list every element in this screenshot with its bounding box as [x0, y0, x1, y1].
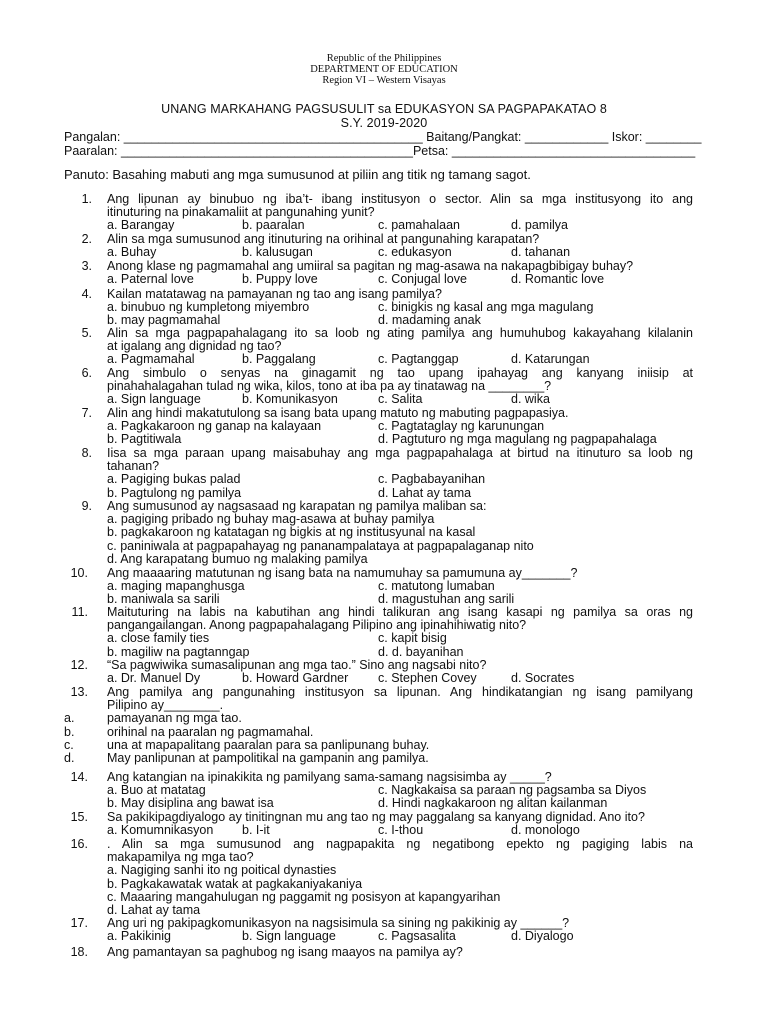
choice-option: a. close family ties: [107, 631, 210, 646]
question-number: 16.: [70, 837, 88, 851]
choice-option: a. pagiging pribado ng buhay mag-asawa at buhay pamilya: [107, 512, 435, 527]
choice-option: b. may pagmamahal: [107, 313, 221, 328]
choice-letter: a.: [64, 711, 75, 726]
question-number: 11.: [71, 605, 88, 619]
question-text: Ang uri ng pakipagkomunikasyon na nagsisimula sa sining ng pakikinig ay ______?: [107, 916, 570, 930]
question-text: Kailan matatawag na pamayanan ng tao ang isang pamilya?: [107, 287, 442, 301]
question-number: 5.: [81, 326, 92, 340]
question-text: Pilipino ay________.: [107, 698, 224, 713]
question-number: 10.: [70, 566, 88, 580]
choice-option: b. I-it: [242, 823, 270, 838]
choice-option: c. paniniwala at pagpapahayag ng pananampalataya at pagpapalaganap nito: [107, 538, 534, 553]
choice-option: b. Komunikasyon: [242, 392, 338, 407]
choice-option: c. kapit bisig: [378, 631, 447, 646]
question-text: pinahahalagahan tulad ng wika, kilos, tono at iba pa ay tinatawag na ________?: [107, 379, 552, 394]
choice-option: d. Lahat ay tama: [378, 485, 472, 500]
choice-option: a. Nagiging sanhi ito ng poitical dynasties: [107, 863, 337, 878]
choice-option: c. Pagtanggap: [378, 352, 459, 367]
choice-option: a. Paternal love: [107, 272, 194, 287]
choice-option: b. magiliw na pagtanngap: [107, 644, 250, 659]
choice-option: b. Pagtitiwala: [107, 432, 182, 447]
question-text: Ang pamilya ang pangunahing institusyon sa lipunan. Ang hindikatangian ng isang pamilyang: [107, 685, 693, 699]
choice-option: d. Ang karapatang bumuo ng malaking pamilya: [107, 551, 368, 566]
choice-option: d. Pagtuturo ng mga magulang ng pagpapahalaga: [378, 432, 657, 447]
choice-option: a. Dr. Manuel Dy: [107, 671, 201, 686]
choice-option: a. maging mapanghusga: [107, 579, 245, 594]
question-number: 12.: [70, 658, 88, 672]
choice-option: a. Buo at matatag: [107, 783, 206, 798]
choice-option: c. Nagkakaisa sa paraan ng pagsamba sa Diyos: [378, 783, 647, 798]
question-text: tahanan?: [107, 459, 160, 474]
question-number: 4.: [81, 287, 92, 301]
question-text: Ang pamantayan sa paghubog ng isang maayos na pamilya ay?: [107, 945, 463, 959]
question-text: Maituturing na labis na kabutihan ang hindi talikuran ang isang kasapi ng pamilya sa oras ng: [107, 605, 693, 619]
choice-option: a. Komumnikasyon: [107, 823, 214, 838]
choice-option: d. Diyalogo: [511, 929, 574, 944]
question-number: 14.: [70, 770, 88, 784]
choice-option: c. Pagbabayanihan: [378, 472, 486, 487]
question-text: Alin sa mga sumusunod ang itinuturing na orihinal at pangunahing karapatan?: [107, 232, 540, 246]
question-text: . Alin sa mga sumusunod ang nagpapakita ng negatibong epekto ng pagiging labis na: [107, 837, 693, 851]
choice-option: c. I-thou: [378, 823, 424, 838]
choice-option: c. pamahalaan: [378, 218, 461, 233]
question-number: 2.: [81, 232, 92, 246]
question-number: 1.: [81, 192, 92, 206]
name-field-line: Pangalan: ___________________________________________ Baitang/Pangkat: ____________ Iskor: ________: [64, 130, 702, 144]
question-text: at igalang ang dignidad ng tao?: [107, 339, 282, 354]
choice-letter: b.: [64, 724, 75, 739]
choice-option: c. Pagsasalita: [378, 929, 456, 944]
question-text: Alin ang hindi makatutulong sa isang bata upang matuto ng mabuting pagpapasiya.: [107, 406, 569, 420]
choice-option: orihinal na paaralan ng pagmamahal.: [107, 724, 314, 739]
choice-option: c. Maaaring mangahulugan ng paggamit ng posisyon at kapangyarihan: [107, 889, 501, 904]
choice-option: c. Pagtataglay ng karunungan: [378, 419, 545, 434]
question-text: Ang maaaaring matutunan ng isang bata na namumuhay sa pamumuna ay_______?: [107, 566, 578, 580]
choice-option: una at mapapalitang paaralan para sa panlipunang buhay.: [107, 737, 430, 752]
choice-option: d. Socrates: [511, 671, 575, 686]
question-number: 18.: [70, 945, 88, 959]
choice-option: b. maniwala sa sarili: [107, 592, 220, 607]
question-text: Iisa sa mga paraan upang maisabuhay ang mga pagpapahalaga at birtud na itinuturo sa loob ng: [107, 446, 693, 460]
choice-option: b. May disiplina ang bawat isa: [107, 796, 274, 811]
choice-option: b. paaralan: [242, 218, 305, 233]
question-number: 3.: [81, 259, 92, 273]
question-text: Sa pakikipagdiyalogo ay tinitingnan mu ang tao ng may paggalang sa kanyang dignidad. Ano ito?: [107, 810, 645, 824]
choice-option: c. Conjugal love: [378, 272, 467, 287]
question-text: makapamilya ng mga tao?: [107, 850, 254, 865]
choice-option: c. Stephen Covey: [378, 671, 477, 686]
choice-option: a. Pakikinig: [107, 929, 171, 944]
choice-option: May panlipunan at pampolitikal na gampanin ang pamilya.: [107, 751, 429, 765]
choice-option: c. matutong lumaban: [378, 579, 495, 594]
choice-option: c. edukasyon: [378, 245, 452, 260]
exam-title: UNANG MARKAHANG PAGSUSULIT sa EDUKASYON SA PAGPAPAKATAO 8: [161, 102, 607, 116]
choice-option: b. Pagkakawatak watak at pagkakaniyakaniya: [107, 876, 363, 891]
choice-option: pamayanan ng mga tao.: [107, 711, 242, 726]
instructions: Panuto: Basahing mabuti ang mga sumusunod at piliin ang titik ng tamang sagot.: [64, 167, 531, 182]
choice-option: a. Sign language: [107, 392, 201, 407]
choice-option: d. Romantic love: [511, 272, 605, 287]
question-text: Ang simbulo o senyas na ginagamit ng tao upang ipahayag ang kanyang iniisip at: [107, 366, 693, 380]
choice-option: a. Buhay: [107, 245, 157, 260]
question-number: 15.: [70, 810, 88, 824]
question-text: Alin sa mga pagpapahalagang ito sa loob ng ating pamilya ang humuhubog kakayahang kilalanin: [107, 326, 693, 340]
question-number: 9.: [81, 499, 92, 513]
choice-option: b. Howard Gardner: [242, 671, 349, 686]
choice-option: a. Pagmamahal: [107, 352, 195, 367]
question-number: 17.: [70, 916, 88, 930]
choice-option: d. Lahat ay tama: [107, 903, 201, 917]
choice-option: d. monologo: [511, 823, 580, 838]
question-number: 8.: [81, 446, 92, 460]
choice-option: a. Pagiging bukas palad: [107, 472, 241, 487]
choice-option: b. Puppy love: [242, 272, 318, 287]
choice-option: b. kalusugan: [242, 245, 313, 260]
question-text: pangangailangan. Anong pagpapahalagang Pilipino ang ipinahihiwatig nito?: [107, 618, 527, 633]
school-field-line: Paaralan: __________________________________________Petsa: ___________________________________: [64, 144, 696, 158]
choice-option: d. Katarungan: [511, 352, 590, 367]
choice-option: b. Paggalang: [242, 352, 316, 367]
question-text: Ang katangian na ipinakikita ng pamilyang sama-samang nagsisimba ay _____?: [107, 770, 552, 784]
question-text: Ang lipunan ay binubuo ng iba’t- ibang institusyon o sector. Alin sa mga institusyong ito ang: [107, 192, 693, 206]
choice-option: a. Pagkakaroon ng ganap na kalayaan: [107, 419, 322, 434]
choice-option: d. pamilya: [511, 218, 568, 233]
choice-option: a. Barangay: [107, 218, 175, 233]
question-text: Anong klase ng pagmamahal ang umiiral sa pagitan ng mag-asawa na nakapagbibigay buhay?: [107, 259, 634, 273]
department-header: DEPARTMENT OF EDUCATION: [310, 64, 458, 75]
choice-option: d. madaming anak: [378, 313, 481, 328]
school-year: S.Y. 2019-2020: [340, 116, 428, 130]
question-number: 6.: [81, 366, 92, 380]
choice-option: d. Hindi nagkakaroon ng alitan kailanman: [378, 796, 608, 811]
republic-header: Republic of the Philippines: [326, 53, 442, 64]
question-number: 13.: [70, 685, 88, 699]
choice-letter: d.: [64, 751, 75, 765]
question-text: itinuturing na pinakamaliit at pangunahing yunit?: [107, 205, 375, 220]
choice-option: b. pagkakaroon ng katatagan ng bigkis at ng institusyunal na kasal: [107, 525, 476, 540]
choice-option: c. binigkis ng kasal ang mga magulang: [378, 300, 594, 315]
choice-option: d. tahanan: [511, 245, 571, 260]
choice-letter: c.: [64, 737, 74, 752]
question-number: 7.: [81, 406, 92, 420]
region-header: Region VI – Western Visayas: [322, 75, 446, 86]
question-text: “Sa pagwiwika sumasalipunan ang mga tao.” Sino ang nagsabi nito?: [107, 658, 487, 672]
choice-option: b. Pagtulong ng pamilya: [107, 485, 242, 500]
choice-option: a. binubuo ng kumpletong miyembro: [107, 300, 310, 315]
choice-option: d. wika: [511, 392, 550, 407]
choice-option: b. Sign language: [242, 929, 336, 944]
question-text: Ang sumusunod ay nagsasaad ng karapatan ng pamilya maliban sa:: [107, 499, 487, 513]
choice-option: c. Salita: [378, 392, 423, 407]
choice-option: d. d. bayanihan: [378, 644, 464, 659]
choice-option: d. magustuhan ang sarili: [378, 592, 515, 607]
